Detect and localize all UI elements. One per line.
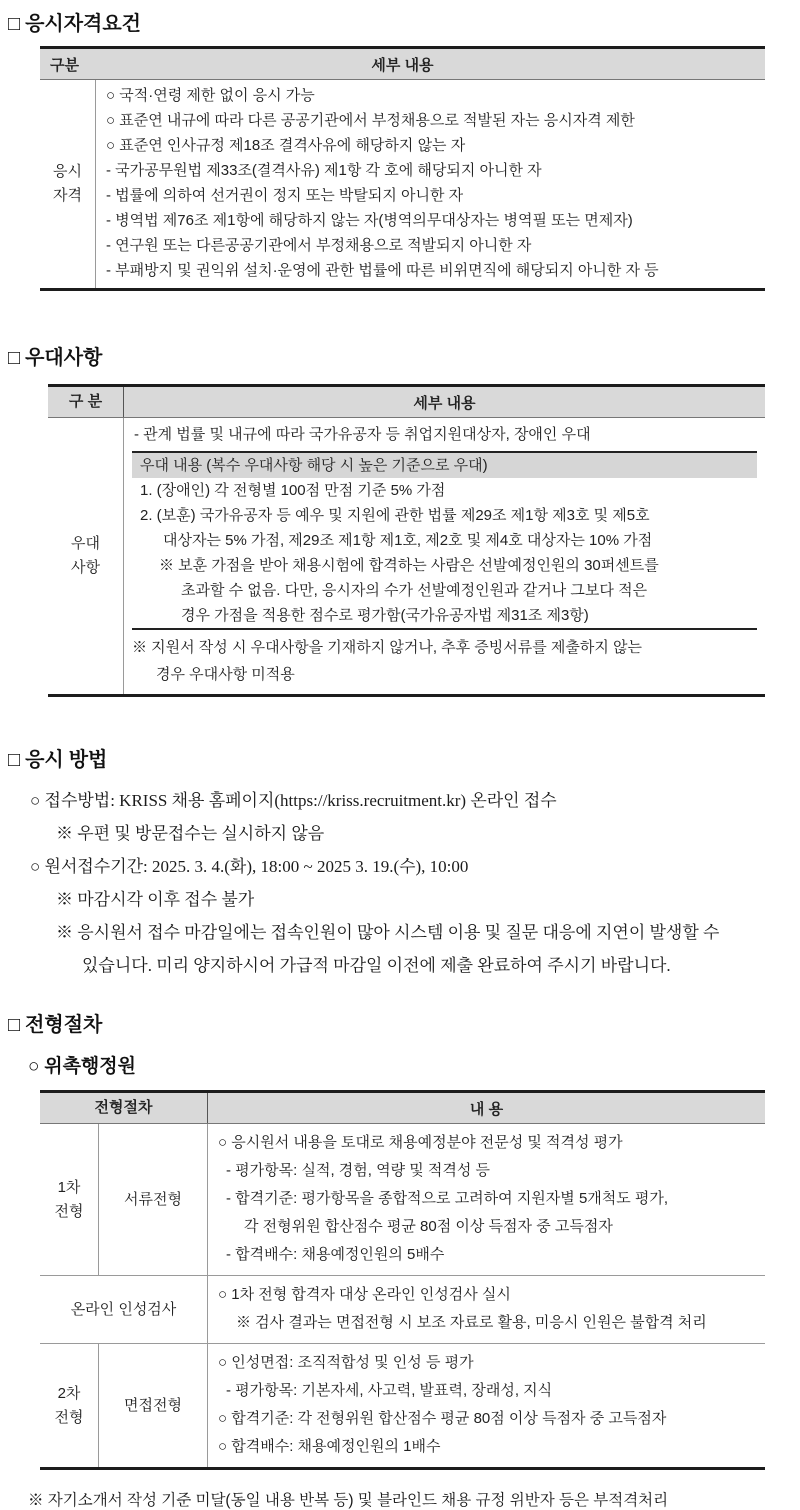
process-heading: □ 전형절차 xyxy=(8,1014,103,1036)
process-row-second-stage xyxy=(40,1343,765,1467)
process-item: - 평가항목: 실적, 경험, 역량 및 적격성 등 xyxy=(226,1162,491,1179)
stage-type-text: 서류전형 xyxy=(124,1190,182,1208)
qualification-table-header xyxy=(40,49,765,80)
qualification-row-content xyxy=(96,80,765,288)
column-header-detail: 세부 내용 xyxy=(413,394,476,412)
section-process xyxy=(0,1008,800,1510)
qualification-item: - 국가공무원법 제33조(결격사유) 제1항 각 호에 해당되지 아니한 자 xyxy=(106,162,542,179)
preference-note xyxy=(132,634,757,688)
qualification-table-row xyxy=(40,80,765,288)
stage-type-label xyxy=(99,1124,208,1275)
apply-list xyxy=(0,784,800,982)
stage-content xyxy=(208,1276,765,1343)
stage-label xyxy=(40,1124,99,1275)
qualification-item: - 연구원 또는 다른공공기관에서 부정채용으로 적발되지 아니한 자 xyxy=(106,237,532,254)
qualification-item: ○ 표준연 인사규정 제18조 결격사유에 해당하지 않는 자 xyxy=(106,137,466,154)
process-item: - 평가항목: 기본자세, 사고력, 발표력, 장래성, 지식 xyxy=(226,1382,553,1399)
apply-note: ※ 마감시각 이후 접수 불가 xyxy=(56,890,255,909)
process-item-continuation: 각 전형위원 합산점수 평균 80점 이상 득점자 중 고득점자 xyxy=(244,1218,613,1235)
stage-label-line: 1차 xyxy=(57,1178,81,1196)
preference-table-header xyxy=(48,387,765,418)
row-label-line: 자격 xyxy=(53,187,82,204)
preference-intro: - 관계 법률 및 내규에 따라 국가유공자 등 취업지원대상자, 장애인 우대 xyxy=(134,426,591,443)
preference-note-line: 경우 우대사항 미적용 xyxy=(156,666,295,683)
column-header-category: 구 분 xyxy=(48,387,124,417)
qualification-item: ○ 국적·연령 제한 없이 응시 가능 xyxy=(106,87,315,104)
stage-content xyxy=(208,1124,765,1275)
process-note: ※ 검사 결과는 면접전형 시 보조 자료로 활용, 미응시 인원은 불합격 처리 xyxy=(236,1314,707,1331)
stage-type-text: 면접전형 xyxy=(124,1396,182,1414)
qualification-item: - 법률에 의하여 선거권이 정지 또는 박탈되지 아니한 자 xyxy=(106,187,464,204)
process-item: ○ 합격기준: 각 전형위원 합산점수 평균 80점 이상 득점자 중 고득점자 xyxy=(218,1410,667,1427)
section-qualification xyxy=(0,0,800,291)
stage-content xyxy=(208,1344,765,1467)
process-row-personality-test xyxy=(40,1275,765,1343)
stage-label-line: 전형 xyxy=(54,1202,84,1220)
qualification-table xyxy=(40,46,765,291)
apply-note: ※ 응시원서 접수 마감일에는 접속인원이 많아 시스템 이용 및 질문 대응에 지연이 발생할 수 xyxy=(56,923,720,942)
preference-detail-item: 2. (보훈) 국가유공자 등 예우 및 지원에 관한 법률 제29조 제1항 제3호 및 제5호 xyxy=(140,507,650,524)
process-table-header xyxy=(40,1093,765,1124)
preference-table xyxy=(48,384,765,697)
preference-detail-item: 대상자는 5% 가점, 제29조 제1항 제1호, 제2호 및 제4호 대상자는 10% 가점 xyxy=(163,532,653,549)
preference-note-line: ※ 지원서 작성 시 우대사항을 기재하지 않거나, 추후 증빙서류를 제출하지 않는 xyxy=(132,639,643,656)
process-footnote: ※ 자기소개서 작성 기준 미달(동일 내용 반복 등) 및 블라인드 채용 규정 위반자 등은 부적격처리 xyxy=(28,1492,669,1509)
preference-detail-item: 초과할 수 없음. 다만, 응시자의 수가 선발예정인원과 같거나 그보다 적은 xyxy=(181,582,648,599)
stage-type-label xyxy=(99,1344,208,1467)
qualification-item: - 병역법 제76조 제1항에 해당하지 않는 자(병역의무대상자는 병역필 또는 면제자) xyxy=(106,212,633,229)
column-header-process: 전형절차 xyxy=(40,1093,208,1123)
process-item: - 합격배수: 채용예정인원의 5배수 xyxy=(226,1246,445,1263)
apply-item: ○ 원서접수기간: 2025. 3. 4.(화), 18:00 ~ 2025 3. 19.(수), 10:00 xyxy=(30,857,469,876)
process-item: - 합격기준: 평가항목을 종합적으로 고려하여 지원자별 5개척도 평가, xyxy=(226,1190,669,1207)
column-header-content: 내 용 xyxy=(469,1100,504,1118)
preference-inner-header: 우대 내용 (복수 우대사항 해당 시 높은 기준으로 우대) xyxy=(132,453,757,478)
section-apply xyxy=(0,743,800,982)
stage-label-line: 2차 xyxy=(57,1384,81,1402)
process-item: ○ 1차 전형 합격자 대상 온라인 인성검사 실시 xyxy=(218,1286,511,1303)
process-item: ○ 인성면접: 조직적합성 및 인성 등 평가 xyxy=(218,1354,474,1371)
qualification-heading: □ 응시자격요건 xyxy=(8,13,141,35)
preference-inner-box xyxy=(132,451,757,630)
merged-stage-label xyxy=(40,1276,208,1343)
apply-note-continuation: 있습니다. 미리 양지하시어 가급적 마감일 이전에 제출 완료하여 주시기 바랍니다. xyxy=(82,956,671,975)
row-label-line: 우대 xyxy=(71,535,100,552)
apply-note: ※ 우편 및 방문접수는 실시하지 않음 xyxy=(56,824,325,843)
row-label-line: 응시 xyxy=(53,163,82,180)
preference-row-content xyxy=(124,418,765,694)
process-table xyxy=(40,1090,765,1470)
stage-label-line: 전형 xyxy=(54,1408,84,1426)
apply-heading: □ 응시 방법 xyxy=(8,749,108,771)
qualification-row-label xyxy=(40,80,96,288)
process-row-first-stage xyxy=(40,1124,765,1275)
preference-detail-item: 경우 가점을 적용한 점수로 평가함(국가유공자법 제31조 제3항) xyxy=(181,607,589,624)
qualification-item: ○ 표준연 내규에 따라 다른 공공기관에서 부정채용으로 적발된 자는 응시자격 제한 xyxy=(106,112,635,129)
process-item: ○ 합격배수: 채용예정인원의 1배수 xyxy=(218,1438,441,1455)
stage-label xyxy=(40,1344,99,1467)
apply-item: ○ 접수방법: KRISS 채용 홈페이지(https://kriss.recruitment.kr) 온라인 접수 xyxy=(30,791,557,810)
merged-stage-text: 온라인 인성검사 xyxy=(70,1300,177,1318)
preference-heading: □ 우대사항 xyxy=(8,347,103,369)
qualification-item: - 부패방지 및 권익위 설치·운영에 관한 법률에 따른 비위면직에 해당되지 아니한 자 등 xyxy=(106,262,659,279)
process-item: ○ 응시원서 내용을 토대로 채용예정분야 전문성 및 적격성 평가 xyxy=(218,1134,623,1151)
preference-detail-item: 1. (장애인) 각 전형별 100점 만점 기준 5% 가점 xyxy=(140,482,446,499)
column-header-category: 구분 xyxy=(50,56,79,74)
section-preference xyxy=(0,341,800,697)
row-label-line: 사항 xyxy=(71,559,100,576)
column-header-detail: 세부 내용 xyxy=(371,56,434,74)
preference-detail-item: ※ 보훈 가점을 받아 채용시험에 합격하는 사람은 선발예정인원의 30퍼센트를 xyxy=(159,557,659,574)
preference-table-row xyxy=(48,418,765,694)
preference-row-label xyxy=(48,418,124,694)
process-subheading: ○ 위촉행정원 xyxy=(28,1056,136,1077)
